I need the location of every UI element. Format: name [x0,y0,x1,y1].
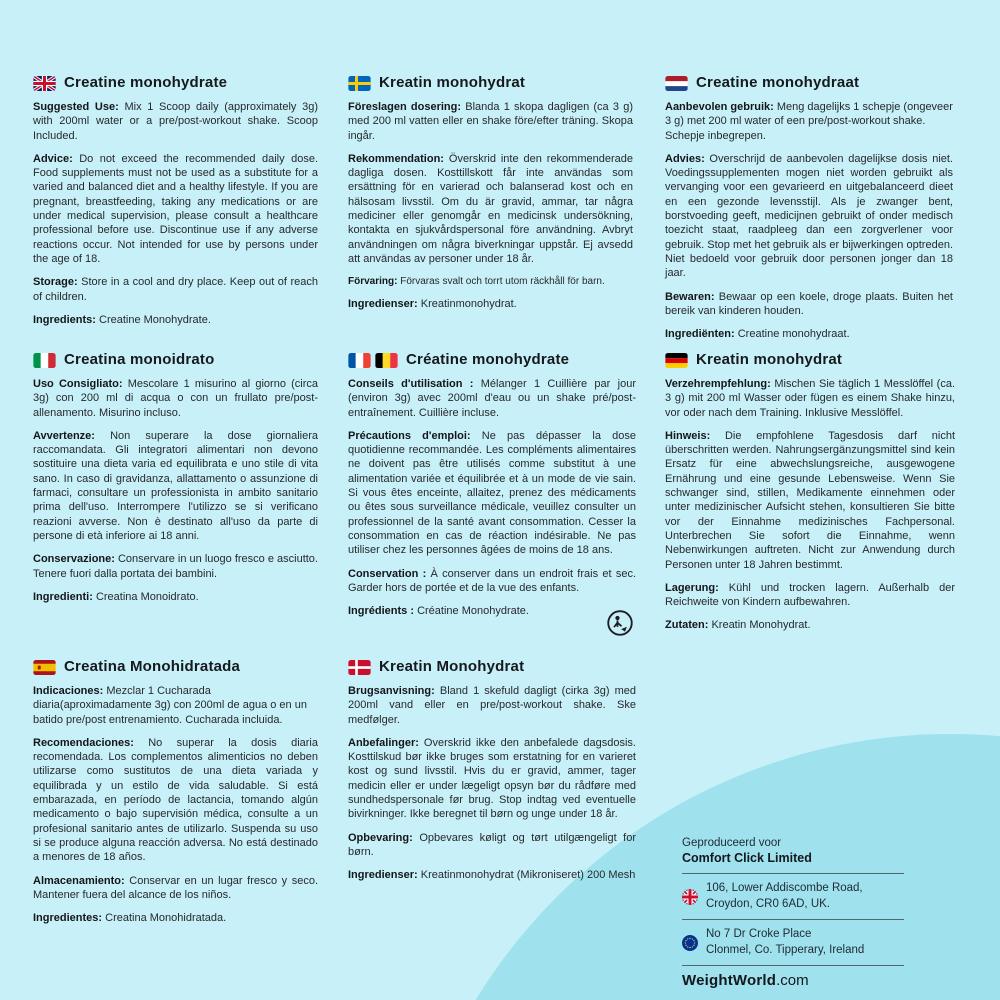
paragraph-text: Kreatinmonohydrat. [417,298,517,311]
se-flag-icon [348,76,371,91]
section-spanish [33,660,318,934]
paragraph-label: Précautions d'emploi: [348,429,471,442]
label-paragraph [33,100,318,143]
label-paragraph [33,874,318,903]
label-paragraph [665,100,953,143]
paragraph-label: Advice: [33,152,73,165]
section-heading [33,353,318,368]
section-title: Kreatin monohydrat [696,351,843,369]
paragraph-label: Ingrediënten: [665,328,735,341]
section-german [665,353,955,642]
ireland-address-line1: No 7 Dr Croke Place [706,928,812,940]
paragraph-label: Ingrédients : [348,605,415,618]
paragraph-label: Suggested Use: [33,101,119,113]
paragraph-text: Store in a cool and dry place. Keep out of reach of children. [33,276,318,303]
label-paragraph [33,313,318,327]
uk-flag-round-icon [682,889,698,905]
paragraph-label: Ingredienser: [348,298,418,311]
paragraph-label: Uso Consigliato: [33,378,123,390]
label-paragraph [33,429,318,543]
triman-recycling-icon [606,609,634,637]
divider [682,965,904,966]
label-paragraph [348,297,633,311]
label-paragraph [665,429,955,572]
section-heading [33,76,318,91]
es-flag-icon [33,660,56,675]
paragraph-label: Ingredienti: [33,590,93,603]
paragraph-text: Mescolare 1 misurino al giorno (circa 3g) con 200 ml di acqua o con un frullato pre/post-allenamento. Misurino incluso. [33,378,319,419]
paragraph-label: Storage: [33,276,78,289]
paragraph-text: Creatina Monoidrato. [92,590,199,603]
label-paragraph [348,604,636,618]
section-title: Créatine monohydrate [406,351,570,369]
paragraph-text: Ne pas dépasser la dose quotidienne recommandée. Les compléments alimentaires ne doivent pas être utilisés comme substitut à une alimentation variée et équilibrée et à un mode de vie sain. Si vous êtes enceinte, allaitez, prenez des médicaments ou êtes sous surveillance médicale, veuillez consulter un professionnel de la santé avant consommation. Cesser la consommation en cas de réaction indésirable. Ne pas utiliser chez les personnes âgées de moins de 18 ans. [348,429,637,557]
section-danish [348,660,636,892]
brand-domain-suffix: .com [776,972,809,989]
label-paragraph [348,684,636,727]
label-paragraph [348,736,636,822]
section-title: Creatina monoidrato [64,351,215,369]
paragraph-text: Bland 1 skefuld dagligt (cirka 3g) med 200ml vand eller en pre/post-workout shake. Ske medfølger. [348,685,636,726]
paragraph-text: Mix 1 Scoop daily (approximately 3g) with 200ml water or a pre/post-workout shake. Scoop Included. [33,101,318,142]
nl-flag-icon [665,76,688,91]
paragraph-text: Creatine Monohydrate. [95,313,211,326]
paragraph-text: Opbevares køligt og tørt utilgængeligt for børn. [348,831,636,858]
paragraph-label: Brugsanvisning: [348,685,435,697]
paragraph-label: Lagerung: [665,581,719,594]
paragraph-label: Recomendaciones: [33,736,134,749]
paragraph-label: Föreslagen dosering: [348,101,462,113]
paragraph-text: Mélanger 1 Cuillière par jour (environ 3g) avec 200ml d'eau ou un shake pré/post-entraînement. Cuillière incluse. [348,378,636,419]
paragraph-text: Do not exceed the recommended daily dose. Food supplements must not be used as a substitute for a varied and balanced diet and a healthy lifestyle. If you are pregnant, breastfeeding, taking any medications or are under medical supervision, please consult a healthcare professional before use. Discontinue use if any adverse reactions occur. Not intended for use by persons under the age of 18. [33,152,318,265]
paragraph-label: Advies: [665,152,705,165]
label-paragraph [348,868,636,882]
paragraph-text: Förvaras svalt och torrt utom räckhåll för barn. [397,276,605,288]
label-paragraph [33,275,318,304]
paragraph-label: Almacenamiento: [33,874,125,887]
paragraph-text: Meng dagelijks 1 schepje (ongeveer 3 g) met 200 ml water of een pre/post-workout shake. Schepje inbegrepen. [665,101,953,142]
paragraph-label: Förvaring: [348,276,398,288]
label-paragraph [348,377,636,420]
section-title: Kreatin Monohydrat [379,658,525,676]
ireland-address [682,927,904,958]
brand-logo [682,973,904,988]
paragraph-label: Conservazione: [33,553,115,566]
label-paragraph [665,152,953,281]
section-italian [33,353,318,613]
section-title: Creatine monohydraat [696,74,860,92]
paragraph-label: Bewaren: [665,290,715,303]
paragraph-label: Ingredienser: [348,869,418,882]
brand-name: WeightWorld [682,972,777,989]
manufacturer-block [682,836,904,988]
company-name: Comfort Click Limited [682,851,812,865]
uk-address-line2: Croydon, CR0 6AD, UK. [706,897,830,910]
label-paragraph [348,152,633,266]
divider [682,873,904,874]
section-heading [33,660,318,675]
paragraph-label: Verzehrempfehlung: [665,378,771,390]
paragraph-label: Conseils d'utilisation : [348,378,474,390]
uk-address-line1: 106, Lower Addiscombe Road, [706,882,863,894]
label-paragraph [33,911,318,925]
paragraph-text: À conserver dans un endroit frais et sec. Garder hors de portée et de la vue des enfants. [348,567,637,594]
section-french [348,353,636,627]
section-swedish [348,76,633,321]
paragraph-text: No superar la dosis diaria recomendada. Los complementos alimenticios no deben utilizarse como sustitutos de una dieta variada y equilibrada y un estilo de vida saludable. Si está embarazada, en período de lactancia, tomando algún medicamento o bajo supervisión médica, consulte a un profesional sanitario antes de utilizarlo. Suspenda su uso si se produce alguna reacción adversa. No está destinado a menores de 18 años. [33,736,318,864]
label-paragraph [33,684,318,727]
section-title: Creatine monohydrate [64,74,228,92]
paragraph-text: Överskrid inte den rekommenderade dagliga dosen. Kosttillskott får inte användas som ersättning för en varierad och balanserad kost och en hälsosam livsstil. Om du är gravid, ammar, tar några mediciner eller genomgår en medicinsk undersökning, kontakta en sjukvårdspersonal före användning. Avbryt användningen om några biverkningar uppstår. Ej avsedd att användas av personer under 18 år. [348,152,633,265]
section-dutch [665,76,953,350]
paragraph-text: Non superare la dose giornaliera raccomandata. Gli integratori alimentari non devono sostituire una dieta varia ed equilibrata e uno stile di vita sano. In caso di gravidanza, allattamento o assunzione di farmaci, consultare un professionista in ambito sanitario prima dell'uso. Interrompere l'utilizzo se si verificano reazioni avverse. Non è destinato all'uso da parte di persone di età inferiore ai 18 anni. [33,429,318,542]
paragraph-label: Avvertenze: [33,429,95,442]
uk-address [682,881,904,912]
label-paragraph [665,290,953,319]
section-title: Creatina Monohidratada [64,658,241,676]
paragraph-text: Mischen Sie täglich 1 Messlöffel (ca. 3 g) mit 200 ml Wasser oder fügen es einem Shake hinzu, vor oder nach dem Training. Inklusive Messlöffel. [665,378,955,419]
label-paragraph [33,736,318,865]
divider [682,919,904,920]
label-paragraph [665,581,955,610]
paragraph-text: Kreatin Monohydrat. [708,619,811,632]
ireland-address-line2: Clonmel, Co. Tipperary, Ireland [706,943,865,956]
paragraph-text: Kühl und trocken lagern. Außerhalb der Reichweite von Kindern aufbewahren. [665,581,955,609]
paragraph-text: Conservar en un lugar fresco y seco. Mantener fuera del alcance de los niños. [33,874,318,901]
label-paragraph [348,567,636,596]
section-heading [348,353,636,368]
section-heading [348,660,636,675]
paragraph-text: Conservare in un luogo fresco e asciutto. Tenere fuori dalla portata dei bambini. [33,553,318,580]
paragraph-text: Creatina Monohidratada. [102,912,227,925]
label-paragraph [348,429,636,558]
paragraph-label: Aanbevolen gebruik: [665,101,774,113]
paragraph-text: Blanda 1 skopa dagligen (ca 3 g) med 200 ml vatten eller en shake före/efter träning. Skopa ingår. [348,101,633,142]
label-paragraph [33,552,318,581]
label-paragraph [348,100,633,143]
label-paragraph [348,275,633,288]
section-title: Kreatin monohydrat [379,74,526,92]
paragraph-label: Opbevaring: [348,831,413,844]
label-paragraph [665,618,955,632]
section-heading [665,76,953,91]
be-flag-icon [375,353,398,368]
paragraph-label: Anbefalinger: [348,736,419,749]
label-paragraph [665,377,955,420]
paragraph-label: Ingredientes: [33,912,103,925]
label-paragraph [665,327,953,341]
paragraph-text: Bewaar op een koele, droge plaats. Buiten het bereik van kinderen houden. [665,290,953,317]
produced-for-label: Geproduceerd voor [682,837,782,849]
paragraph-label: Conservation : [348,567,427,580]
paragraph-label: Ingredients: [33,313,96,326]
label-paragraph [33,152,318,266]
paragraph-label: Rekommendation: [348,152,444,165]
paragraph-label: Hinweis: [665,429,711,442]
paragraph-label: Indicaciones: [33,685,104,697]
paragraph-text: Overschrijd de aanbevolen dagelijkse dosis niet. Voedingssupplementen mogen niet worden gebruikt als vervanging voor een gevarieerd en uitgebalanceerd dieet en een gezonde levensstijl. Als je zwanger bent, borstvoeding geeft, medicijnen gebruikt of onder medisch toezicht staat, raadpleeg dan een zorgverlener voor gebruik. Stop met het gebruik als er bijwerkingen optreden. Niet bedoeld voor gebruik door personen jonger dan 18 jaar. [665,152,953,280]
paragraph-text: Creatine monohydraat. [734,328,850,341]
paragraph-text: Kreatinmonohydrat (Mikroniseret) 200 Mesh [417,869,636,882]
section-english [33,76,318,336]
label-paragraph [33,590,318,604]
dk-flag-icon [348,660,371,675]
paragraph-text: Die empfohlene Tagesdosis darf nicht überschritten werden. Nahrungsergänzungsmittel sind kein Ersatz für eine abwechslungsreiche, ausgewogene Ernährung und eine gesunde Lebensweise. Wenn Sie schwanger sind, stillen, Medikamente einnehmen oder unter medizinischer Aufsicht stehen, konsultieren Sie bitte vor der Einnahme medizinisches Fachpersonal. Unterbrechen Sie sofort die Einnahme, wenn Nebenwirkungen auftreten. Nicht zur Anwendung durch Personen unter 18 Jahren bestimmt. [665,429,955,571]
de-flag-icon [665,353,688,368]
paragraph-label: Zutaten: [665,619,709,632]
uk-flag-icon [33,76,56,91]
paragraph-text: Créatine Monohydrate. [414,605,529,618]
paragraph-text: Overskrid ikke den anbefalede dagsdosis. Kosttilskud bør ikke bruges som erstatning for en varieret kost og sund livsstil. Hvis du er gravid, ammer, tager medicin eller er under lægeligt opsyn bør du rådføre med sundhedspersonale før brug. Stop indtag ved eventuelle bivirkninger. Ikke beregnet til børn og unge under 18 år. [348,736,636,821]
fr-flag-icon [348,353,371,368]
it-flag-icon [33,353,56,368]
section-heading [665,353,955,368]
section-heading [348,76,633,91]
label-paragraph [348,831,636,860]
paragraph-text: Mezclar 1 Cucharada diaria(aproximadamente 3g) con 200ml de agua o en un batido pre/post entrenamiento. Cucharada incluida. [33,685,307,726]
eu-flag-round-icon [682,935,698,951]
label-paragraph [33,377,318,420]
